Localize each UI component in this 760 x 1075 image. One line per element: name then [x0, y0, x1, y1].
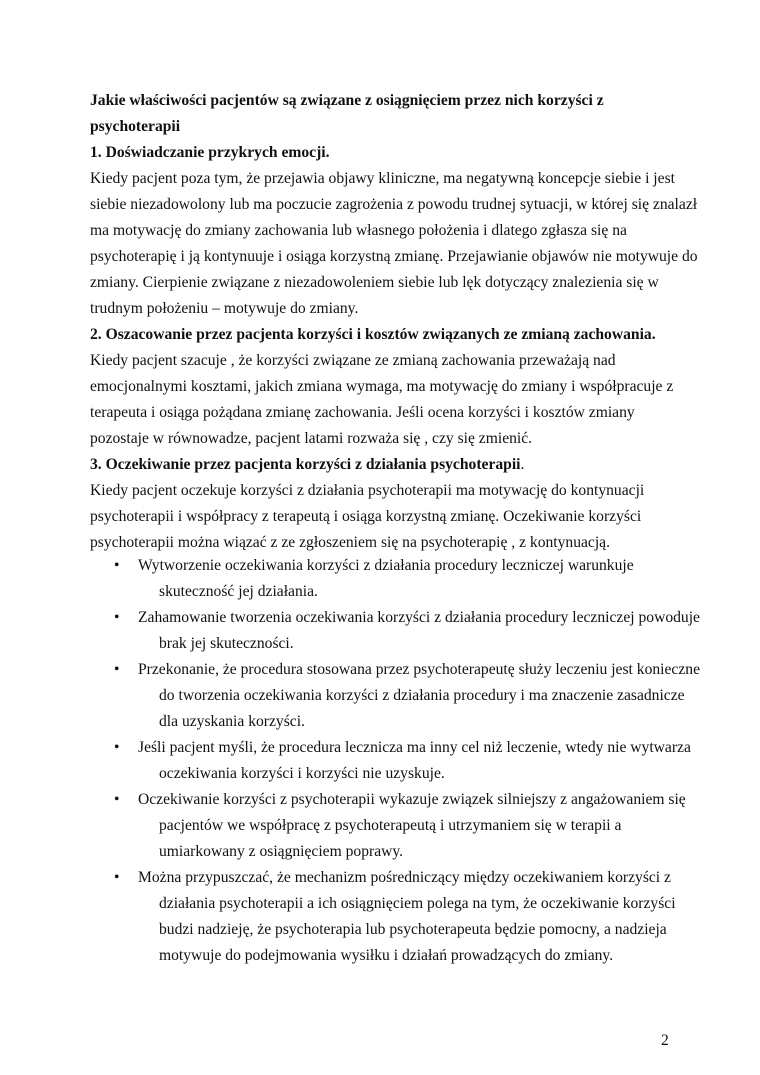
bullet-text-line: dla uzyskania korzyści.: [159, 713, 305, 730]
bullet-text-line: do tworzenia oczekiwania korzyści z działania procedury i ma znaczenie zasadnicze: [159, 687, 685, 704]
section-2-text-line: pozostaje w równowadze, pacjent latami rozważa się , czy się zmienić.: [90, 430, 533, 447]
section-1-text-line: psychoterapię i ją kontynuuje i osiąga korzystną zmianę. Przejawianie objawów nie motywuje do: [90, 248, 698, 265]
bullet-text-line: Wytworzenie oczekiwania korzyści z działania procedury leczniczej warunkuje: [138, 557, 634, 574]
bullet-text-line: skuteczność jej działania.: [159, 583, 318, 600]
section-3-text-line: psychoterapii można wiązać z ze zgłoszeniem się na psychoterapię , z kontynuacją.: [90, 534, 610, 551]
bullet-text-line: budzi nadzieję, że psychoterapia lub psychoterapeuta będzie pomocny, a nadzieja: [159, 921, 667, 938]
section-3-heading: [90, 455, 524, 475]
section-2-text-line: Kiedy pacjent szacuje , że korzyści związane ze zmianą zachowania przeważają nad: [90, 352, 616, 369]
bullet-marker: •: [114, 661, 120, 678]
bullet-text-line: Można przypuszczać, że mechanizm pośredniczący między oczekiwaniem korzyści z: [138, 869, 671, 886]
section-1-text-line: trudnym położeniu – motywuje do zmiany.: [90, 300, 359, 317]
page-number: 2: [661, 1032, 669, 1049]
bullet-text-line: Zahamowanie tworzenia oczekiwania korzyści z działania procedury leczniczej powoduje: [138, 609, 700, 626]
bullet-text-line: brak jej skuteczności.: [159, 635, 294, 652]
section-1-text-line: zmiany. Cierpienie związane z niezadowoleniem siebie lub lęk dotyczący znalezienia się w: [90, 274, 659, 291]
section-2-heading: 2. Oszacowanie przez pacjenta korzyści i kosztów związanych ze zmianą zachowania.: [90, 326, 656, 343]
section-2-text-line: terapeuta i osiąga pożądana zmianę zachowania. Jeśli ocena korzyści i kosztów zmiany: [90, 404, 635, 421]
bullet-text-line: oczekiwania korzyści i korzyści nie uzyskuje.: [159, 765, 445, 782]
bullet-text-line: motywuje do podejmowania wysiłku i działań prowadzących do zmiany.: [159, 947, 614, 964]
section-1-heading: 1. Doświadczanie przykrych emocji.: [90, 144, 330, 161]
bullet-text-line: Przekonanie, że procedura stosowana przez psychoterapeutę służy leczeniu jest konieczne: [138, 661, 700, 678]
bullet-text-line: działania psychoterapii a ich osiągnięciem polega na tym, że oczekiwanie korzyści: [159, 895, 676, 912]
section-1-text-line: siebie niezadowolony lub ma poczucie zagrożenia z powodu trudnej sytuacji, w której się znalazł: [90, 196, 698, 213]
bullet-marker: •: [114, 739, 120, 756]
bullet-marker: •: [114, 869, 120, 886]
document-title-line-1: Jakie właściwości pacjentów są związane z osiągnięciem przez nich korzyści z: [90, 92, 604, 109]
section-2-text-line: emocjonalnymi kosztami, jakich zmiana wymaga, ma motywację do zmiany i współpracuje z: [90, 378, 674, 395]
bullet-marker: •: [114, 791, 120, 808]
bullet-text-line: Oczekiwanie korzyści z psychoterapii wykazuje związek silniejszy z angażowaniem się: [138, 791, 686, 808]
section-3-heading-period: .: [520, 456, 525, 473]
section-3-text-line: Kiedy pacjent oczekuje korzyści z działania psychoterapii ma motywację do kontynuacji: [90, 482, 645, 499]
section-3-text-line: psychoterapii i współpracy z terapeutą i osiąga korzystną zmianę. Oczekiwanie korzyści: [90, 508, 642, 525]
section-1-text-line: ma motywację do zmiany zachowania lub własnego położenia i dlatego zgłasza się na: [90, 222, 627, 239]
section-1-text-line: Kiedy pacjent poza tym, że przejawia objawy kliniczne, ma negatywną koncepcje siebie i jest: [90, 170, 675, 187]
section-3-heading-text: 3. Oczekiwanie przez pacjenta korzyści z działania psychoterapii: [90, 456, 521, 473]
bullet-marker: •: [114, 609, 120, 626]
document-title-line-2: psychoterapii: [90, 118, 181, 135]
bullet-text-line: pacjentów we współpracę z psychoterapeutą i utrzymaniem się w terapii a: [159, 817, 622, 834]
bullet-marker: •: [114, 557, 120, 574]
bullet-text-line: Jeśli pacjent myśli, że procedura lecznicza ma inny cel niż leczenie, wtedy nie wytwarza: [138, 739, 691, 756]
bullet-text-line: umiarkowany z osiągnięciem poprawy.: [159, 843, 404, 860]
